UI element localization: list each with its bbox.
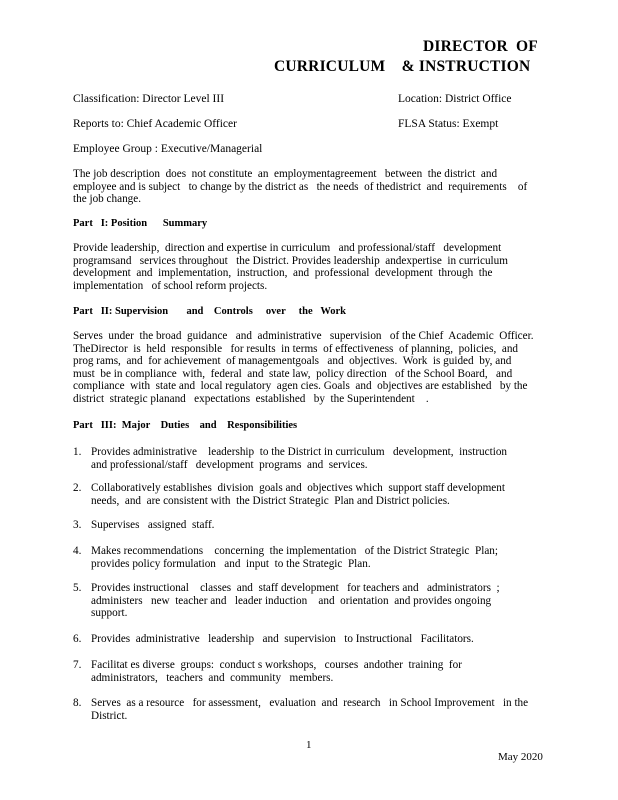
duty-number: 7. bbox=[73, 659, 82, 671]
duty-line: administers new teacher and leader induction and orientation and provides ongoing bbox=[91, 594, 492, 607]
duty-number: 6. bbox=[73, 633, 82, 645]
intro-paragraph bbox=[73, 168, 553, 206]
paragraph-line: compliance with state and local regulatory agen cies. Goals and objectives are established by the bbox=[73, 380, 528, 393]
paragraph-line: development and implementation, instruction, and professional development through the bbox=[73, 267, 493, 280]
position-summary-paragraph bbox=[73, 242, 553, 292]
paragraph-line: Serves under the broad guidance and administrative supervision of the Chief Academic Officer. bbox=[73, 330, 534, 342]
paragraph-line: TheDirector is held responsible for results in terms of effectiveness of planning, policies, and bbox=[73, 342, 519, 355]
page-number: 1 bbox=[306, 739, 312, 751]
footer-date: May 2020 bbox=[498, 751, 543, 763]
duty-line: needs, and are consistent with the District Strategic Plan and District policies. bbox=[91, 494, 450, 507]
duty-number: 1. bbox=[73, 446, 82, 458]
paragraph-line: Provide leadership, direction and expertise in curriculum and professional/staff development bbox=[73, 242, 502, 254]
title-line-2: CURRICULUM & INSTRUCTION bbox=[274, 58, 531, 75]
section-heading-part-2: Part II: Supervision and Controls over the Work bbox=[73, 306, 347, 317]
duty-line: Serves as a resource for assessment, evaluation and research in School Improvement in the bbox=[91, 697, 529, 709]
flsa-status: FLSA Status: Exempt bbox=[398, 118, 499, 130]
paragraph-line: programsand services throughout the District. Provides leadership andexpertise in curriculum bbox=[73, 254, 508, 267]
location: Location: District Office bbox=[398, 93, 512, 105]
duty-line: provides policy formulation and input to the Strategic Plan. bbox=[91, 557, 371, 570]
paragraph-line: must be in compliance with, federal and state law, policy direction of the School Board, and bbox=[73, 367, 513, 380]
duty-line: District. bbox=[91, 709, 128, 722]
duty-line: Collaboratively establishes division goals and objectives which support staff development bbox=[91, 482, 505, 494]
reports-to: Reports to: Chief Academic Officer bbox=[73, 118, 237, 130]
section-heading-part-3: Part III: Major Duties and Responsibilities bbox=[73, 420, 298, 431]
duty-number: 3. bbox=[73, 519, 82, 531]
duty-line: support. bbox=[91, 607, 128, 620]
duty-line: Supervises assigned staff. bbox=[91, 519, 215, 531]
section-heading-part-1: Part I: Position Summary bbox=[73, 218, 208, 229]
duty-line: and professional/staff development programs and services. bbox=[91, 458, 368, 471]
duty-number: 5. bbox=[73, 582, 82, 594]
paragraph-line: district strategic planand expectations established by the Superintendent . bbox=[73, 392, 429, 405]
duty-number: 2. bbox=[73, 482, 82, 494]
supervision-paragraph bbox=[73, 330, 553, 406]
duty-line: Facilitat es diverse groups: conduct s workshops, courses andother training for bbox=[91, 659, 462, 671]
duty-number: 4. bbox=[73, 545, 82, 557]
paragraph-line: prog rams, and for achievement of managementgoals and objectives. Work is guided by, and bbox=[73, 355, 512, 368]
duty-line: Provides administrative leadership to the District in curriculum development, instruction bbox=[91, 446, 508, 458]
paragraph-line: implementation of school reform projects. bbox=[73, 279, 268, 292]
duty-line: Provides administrative leadership and supervision to Instructional Facilitators. bbox=[91, 633, 474, 645]
paragraph-line: the job change. bbox=[73, 193, 142, 206]
paragraph-line: employee and is subject to change by the district as the needs of thedistrict and requirements of bbox=[73, 180, 528, 193]
classification: Classification: Director Level III bbox=[73, 93, 225, 105]
duty-number: 8. bbox=[73, 697, 82, 709]
duty-line: Makes recommendations concerning the implementation of the District Strategic Plan; bbox=[91, 545, 498, 557]
employee-group: Employee Group : Executive/Managerial bbox=[73, 143, 263, 155]
duty-line: Provides instructional classes and staff development for teachers and administrators ; bbox=[91, 582, 500, 594]
paragraph-line: The job description does not constitute an employmentagreement between the district and bbox=[73, 168, 498, 180]
title-line-1: DIRECTOR OF bbox=[423, 38, 538, 55]
duty-line: administrators, teachers and community members. bbox=[91, 671, 334, 684]
